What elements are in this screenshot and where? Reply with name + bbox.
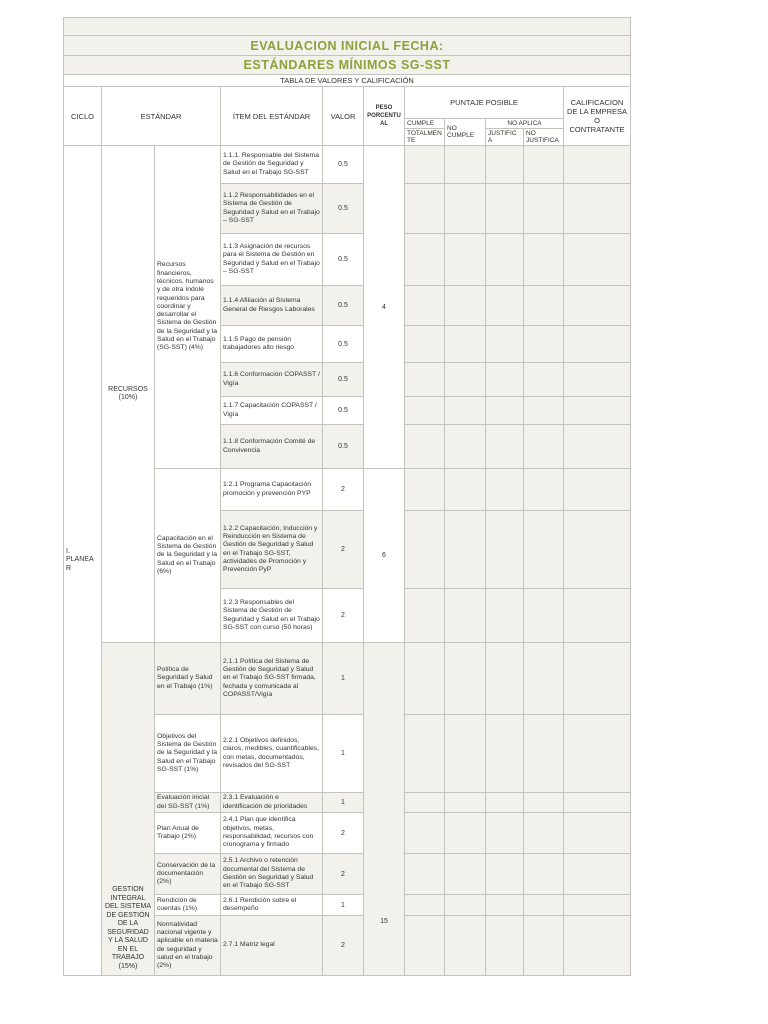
item-text: 1.2.3 Responsables del Sistema de Gestión de Seguridad y Salud en el Trabajo SG-SST con curso (50 horas) (221, 589, 323, 643)
item-valor: 1 (323, 793, 364, 813)
score-cell[interactable] (405, 146, 445, 184)
item-valor: 2 (323, 854, 364, 895)
score-cell[interactable] (405, 511, 445, 589)
score-cell[interactable] (486, 813, 524, 854)
score-cell[interactable] (524, 425, 564, 469)
score-cell[interactable] (445, 363, 486, 397)
score-cell[interactable] (524, 589, 564, 643)
item-text: 1.1.7 Capacitación COPASST / Vigía (221, 397, 323, 425)
score-cell[interactable] (524, 895, 564, 916)
header-cumple: CUMPLE (405, 119, 445, 129)
score-cell[interactable] (486, 425, 524, 469)
header-justifica: JUSTIFIC A (486, 129, 524, 146)
score-cell[interactable] (405, 589, 445, 643)
score-cell[interactable] (564, 425, 631, 469)
item-text: 2.5.1 Archivo o retención documental del Sistema de Gestión en Seguridad y Salud en el Trabajo SG-SST (221, 854, 323, 895)
score-cell[interactable] (405, 184, 445, 234)
item-text: 1.1.8 Conformación Comité de Convivencia (221, 425, 323, 469)
header-valor: VALOR (323, 87, 364, 146)
score-cell[interactable] (445, 643, 486, 715)
score-cell[interactable] (564, 589, 631, 643)
item-valor: 2 (323, 916, 364, 976)
item-text: 1.1.4 Afiliación al Sistema General de Riesgos Laborales (221, 286, 323, 326)
score-cell[interactable] (445, 425, 486, 469)
score-cell[interactable] (486, 234, 524, 286)
item-text: 1.1.6 Conformación COPASST / Vigía (221, 363, 323, 397)
standard-rendicion: Rendición de cuentas (1%) (155, 895, 221, 916)
score-cell[interactable] (486, 715, 524, 793)
item-valor: 0.5 (323, 397, 364, 425)
score-cell[interactable] (564, 286, 631, 326)
group-recursos: RECURSOS (10%) (102, 146, 155, 643)
header-no-aplica: NO APLICA (486, 119, 564, 129)
score-cell[interactable] (405, 715, 445, 793)
score-cell[interactable] (405, 854, 445, 895)
header-peso: PESO PORCENTU AL (364, 87, 405, 146)
item-valor: 0.5 (323, 184, 364, 234)
score-cell[interactable] (524, 326, 564, 363)
peso-cell: 6 (364, 469, 405, 643)
score-cell[interactable] (486, 146, 524, 184)
score-cell[interactable] (405, 643, 445, 715)
top-bar (64, 18, 631, 36)
score-cell[interactable] (486, 326, 524, 363)
score-cell[interactable] (524, 916, 564, 976)
score-cell[interactable] (564, 643, 631, 715)
score-cell[interactable] (445, 146, 486, 184)
score-cell[interactable] (486, 589, 524, 643)
score-cell[interactable] (564, 916, 631, 976)
score-cell[interactable] (486, 469, 524, 511)
score-cell[interactable] (486, 793, 524, 813)
item-valor: 1 (323, 643, 364, 715)
sheet-title: EVALUACION INICIAL FECHA: (64, 36, 631, 56)
score-cell[interactable] (405, 363, 445, 397)
score-cell[interactable] (405, 425, 445, 469)
standard-objetivos: Objetivos del Sistema de Gestión de la Seguridad y la Salud en el Trabajo SG-SST (1%) (155, 715, 221, 793)
table-caption: TABLA DE VALORES Y CALIFICACIÓN (64, 75, 631, 87)
item-text: 2.1.1 Política del Sistema de Gestión de Seguridad y Salud en el Trabajo SG-SST firmada, fechada y comunicada al COPASST/Vigía (221, 643, 323, 715)
score-cell[interactable] (445, 184, 486, 234)
score-cell[interactable] (524, 793, 564, 813)
standard-conservacion: Conservación de la documentación (2%) (155, 854, 221, 895)
score-cell[interactable] (486, 854, 524, 895)
score-cell[interactable] (486, 397, 524, 425)
score-cell[interactable] (445, 793, 486, 813)
score-cell[interactable] (524, 234, 564, 286)
header-totalmente: TOTALMEN TE (405, 129, 445, 146)
header-no-cumple: NO CUMPLE (445, 119, 486, 146)
item-valor: 0.5 (323, 234, 364, 286)
standard-politica: Política de Seguridad y Salud en el Trabajo (1%) (155, 643, 221, 715)
score-cell[interactable] (564, 397, 631, 425)
item-text: 1.2.1 Programa Capacitación promoción y prevención PYP (221, 469, 323, 511)
score-cell[interactable] (405, 916, 445, 976)
item-valor: 2 (323, 469, 364, 511)
item-text: 1.2.2 Capacitación, Inducción y Reinducción en Sistema de Gestión de Seguridad y Salud en el Trabajo SG-SST, actividades de Promoción y Prevención PyP (221, 511, 323, 589)
score-cell[interactable] (524, 469, 564, 511)
score-cell[interactable] (445, 916, 486, 976)
item-text: 2.6.1 Rendición sobre el desempeño (221, 895, 323, 916)
score-cell[interactable] (486, 643, 524, 715)
score-cell[interactable] (445, 854, 486, 895)
score-cell[interactable] (405, 793, 445, 813)
score-cell[interactable] (486, 286, 524, 326)
item-valor: 2 (323, 511, 364, 589)
score-cell[interactable] (564, 326, 631, 363)
score-cell[interactable] (524, 715, 564, 793)
header-no-justifica: NO JUSTIFICA (524, 129, 564, 146)
score-cell[interactable] (445, 469, 486, 511)
score-cell[interactable] (524, 511, 564, 589)
item-valor: 1 (323, 715, 364, 793)
score-cell[interactable] (445, 397, 486, 425)
score-cell[interactable] (524, 643, 564, 715)
score-cell[interactable] (564, 363, 631, 397)
item-text: 1.1.5 Pago de pensión trabajadores alto riesgo (221, 326, 323, 363)
score-cell[interactable] (405, 234, 445, 286)
item-text: 1.1.3 Asignación de recursos para el Sistema de Gestión en Seguridad y Salud en el Trabajo – SG-SST (221, 234, 323, 286)
score-cell[interactable] (486, 184, 524, 234)
item-text: 2.4.1 Plan que identifica objetivos, metas, responsabilidad, recursos con cronograma y firmado (221, 813, 323, 854)
score-cell[interactable] (445, 589, 486, 643)
score-cell[interactable] (564, 813, 631, 854)
standard-plan-anual: Plan Anual de Trabajo (2%) (155, 813, 221, 854)
header-puntaje: PUNTAJE POSIBLE (405, 87, 564, 119)
group-gestion: GESTION INTEGRAL DEL SISTEMA DE GESTIÓN DE LA SEGURIDAD Y LA SALUD EN EL TRABAJO (15%) (102, 643, 155, 976)
standard-recursos-financieros: Recursos financieros, técnicos, humanos y de otra índole requeridos para coordinar y desarrollar el Sistema de Gestión de la Seguridad y la Salud en el Trabajo (SG-SST) (4%) (155, 146, 221, 469)
item-valor: 2 (323, 813, 364, 854)
item-valor: 2 (323, 589, 364, 643)
standard-normatividad: Normatividad nacional vigente y aplicable en materia de seguridad y salud en el trabajo (2%) (155, 916, 221, 976)
score-cell[interactable] (445, 511, 486, 589)
peso-cell: 4 (364, 146, 405, 469)
standard-evaluacion-inicial: Evaluación inicial del SG-SST (1%) (155, 793, 221, 813)
score-cell[interactable] (405, 326, 445, 363)
evaluation-sheet (63, 17, 630, 976)
score-cell[interactable] (564, 184, 631, 234)
item-valor: 0.5 (323, 326, 364, 363)
score-cell[interactable] (445, 715, 486, 793)
item-text: 2.3.1 Evaluación e identificación de prioridades (221, 793, 323, 813)
score-cell[interactable] (445, 234, 486, 286)
score-cell[interactable] (524, 286, 564, 326)
header-estandar: ESTÁNDAR (102, 87, 221, 146)
score-cell[interactable] (405, 286, 445, 326)
score-cell[interactable] (564, 146, 631, 184)
score-cell[interactable] (524, 146, 564, 184)
sheet-subtitle: ESTÁNDARES MÍNIMOS SG-SST (64, 56, 631, 75)
item-valor: 0.5 (323, 286, 364, 326)
standard-capacitacion: Capacitación en el Sistema de Gestión de la Seguridad y la Salud en el Trabajo (6%) (155, 469, 221, 643)
item-text: 1.1.1. Responsable del Sistema de Gestión de Seguridad y Salud en el Trabajo SG-SST (221, 146, 323, 184)
score-cell[interactable] (564, 715, 631, 793)
evaluation-table (63, 17, 631, 976)
score-cell[interactable] (564, 511, 631, 589)
score-cell[interactable] (445, 813, 486, 854)
score-cell[interactable] (564, 469, 631, 511)
score-cell[interactable] (405, 813, 445, 854)
score-cell[interactable] (524, 363, 564, 397)
item-valor: 0.5 (323, 425, 364, 469)
score-cell[interactable] (524, 397, 564, 425)
score-cell[interactable] (564, 793, 631, 813)
score-cell[interactable] (564, 895, 631, 916)
item-valor: 0.5 (323, 146, 364, 184)
item-text: 2.2.1 Objetivos definidos, claros, medibles, cuantificables, con metas, documentados, revisados del SG-SST (221, 715, 323, 793)
score-cell[interactable] (445, 326, 486, 363)
score-cell[interactable] (524, 813, 564, 854)
score-cell[interactable] (405, 397, 445, 425)
score-cell[interactable] (405, 895, 445, 916)
score-cell[interactable] (564, 854, 631, 895)
score-cell[interactable] (486, 363, 524, 397)
score-cell[interactable] (486, 511, 524, 589)
score-cell[interactable] (445, 286, 486, 326)
peso-cell: 15 (364, 643, 405, 976)
score-cell[interactable] (486, 916, 524, 976)
score-cell[interactable] (524, 854, 564, 895)
item-valor: 0.5 (323, 363, 364, 397)
score-cell[interactable] (405, 469, 445, 511)
header-calificacion: CALIFICACION DE LA EMPRESA O CONTRATANTE (564, 87, 631, 146)
score-cell[interactable] (445, 895, 486, 916)
score-cell[interactable] (564, 234, 631, 286)
score-cell[interactable] (486, 895, 524, 916)
score-cell[interactable] (524, 184, 564, 234)
ciclo-cell: I. PLANEA R (64, 146, 102, 976)
header-ciclo: CICLO (64, 87, 102, 146)
item-text: 2.7.1 Matriz legal (221, 916, 323, 976)
item-text: 1.1.2 Responsabilidades en el Sistema de Gestión de Seguridad y Salud en el Trabajo – SG-SST (221, 184, 323, 234)
header-item: ÍTEM DEL ESTÁNDAR (221, 87, 323, 146)
item-valor: 1 (323, 895, 364, 916)
